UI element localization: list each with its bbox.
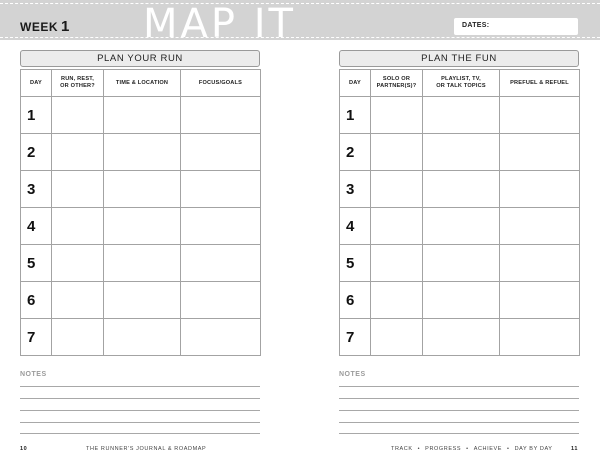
week-label-text: WEEK <box>20 20 58 34</box>
entry-cell[interactable] <box>181 282 261 319</box>
entry-cell[interactable] <box>52 319 104 356</box>
week-label <box>20 18 70 35</box>
entry-cell[interactable] <box>181 171 261 208</box>
entry-cell[interactable] <box>423 208 500 245</box>
entry-cell[interactable] <box>104 134 181 171</box>
entry-cell[interactable] <box>181 134 261 171</box>
entry-cell[interactable] <box>181 319 261 356</box>
book-title-footer: THE RUNNER'S JOURNAL & ROADMAP <box>86 446 207 452</box>
entry-cell[interactable] <box>500 97 580 134</box>
table-row <box>21 134 261 171</box>
entry-cell[interactable] <box>371 171 423 208</box>
table-row <box>340 134 580 171</box>
note-line[interactable] <box>339 410 579 411</box>
column-header-day: DAY <box>340 70 371 97</box>
entry-cell[interactable] <box>500 134 580 171</box>
entry-cell[interactable] <box>423 282 500 319</box>
entry-cell[interactable] <box>52 245 104 282</box>
dates-field[interactable] <box>454 18 578 35</box>
column-header-time-location: TIME & LOCATION <box>104 70 181 97</box>
day-number: 3 <box>21 171 52 208</box>
day-number: 5 <box>340 245 371 282</box>
tagline-item: TRACK <box>391 446 413 452</box>
table-row <box>340 319 580 356</box>
day-number: 2 <box>21 134 52 171</box>
entry-cell[interactable] <box>423 97 500 134</box>
entry-cell[interactable] <box>104 319 181 356</box>
plan-your-run-table <box>20 69 261 356</box>
right-page-number: 11 <box>571 446 579 452</box>
entry-cell[interactable] <box>52 134 104 171</box>
notes-label-right: NOTES <box>339 371 366 378</box>
entry-cell[interactable] <box>181 97 261 134</box>
table-header-row <box>340 70 580 97</box>
table-row <box>21 282 261 319</box>
table-row <box>340 282 580 319</box>
note-line[interactable] <box>20 386 260 387</box>
table-row <box>21 245 261 282</box>
entry-cell[interactable] <box>423 171 500 208</box>
day-number: 1 <box>21 97 52 134</box>
entry-cell[interactable] <box>371 97 423 134</box>
entry-cell[interactable] <box>104 97 181 134</box>
entry-cell[interactable] <box>181 208 261 245</box>
page-title: MAP IT <box>143 1 296 47</box>
plan-the-fun-rows <box>340 97 580 356</box>
day-number: 4 <box>340 208 371 245</box>
left-page-number: 10 <box>20 446 28 452</box>
entry-cell[interactable] <box>52 208 104 245</box>
plan-the-fun-table <box>339 69 580 356</box>
day-number: 1 <box>340 97 371 134</box>
day-number: 2 <box>340 134 371 171</box>
note-line[interactable] <box>20 410 260 411</box>
table-row <box>21 171 261 208</box>
column-header-playlist: PLAYLIST, TV, OR TALK TOPICS <box>423 70 500 97</box>
plan-your-run-title: PLAN YOUR RUN <box>20 50 260 67</box>
bullet-separator: • <box>417 446 421 452</box>
day-number: 6 <box>340 282 371 319</box>
entry-cell[interactable] <box>52 282 104 319</box>
column-header-prefuel-refuel: PREFUEL & REFUEL <box>500 70 580 97</box>
entry-cell[interactable] <box>371 208 423 245</box>
day-number: 4 <box>21 208 52 245</box>
day-number: 5 <box>21 245 52 282</box>
week-number: 1 <box>61 18 70 35</box>
table-row <box>21 97 261 134</box>
day-number: 3 <box>340 171 371 208</box>
notes-label-left: NOTES <box>20 371 47 378</box>
entry-cell[interactable] <box>104 171 181 208</box>
plan-your-run-rows <box>21 97 261 356</box>
note-line[interactable] <box>20 398 260 399</box>
entry-cell[interactable] <box>500 171 580 208</box>
entry-cell[interactable] <box>52 97 104 134</box>
column-header-focus-goals: FOCUS/GOALS <box>181 70 261 97</box>
column-header-run-rest: RUN, REST, OR OTHER? <box>52 70 104 97</box>
tagline-item: DAY BY DAY <box>514 446 553 452</box>
column-header-solo-partner: SOLO OR PARTNER(S)? <box>371 70 423 97</box>
entry-cell[interactable] <box>371 282 423 319</box>
column-header-day: DAY <box>21 70 52 97</box>
table-row <box>340 208 580 245</box>
entry-cell[interactable] <box>52 171 104 208</box>
tagline-item: PROGRESS <box>425 446 462 452</box>
tagline-footer <box>391 446 553 452</box>
entry-cell[interactable] <box>104 282 181 319</box>
table-row <box>21 208 261 245</box>
note-line[interactable] <box>339 422 579 423</box>
table-row <box>340 171 580 208</box>
entry-cell[interactable] <box>500 319 580 356</box>
note-line[interactable] <box>20 433 260 434</box>
entry-cell[interactable] <box>371 319 423 356</box>
bullet-separator: • <box>466 446 469 452</box>
entry-cell[interactable] <box>423 134 500 171</box>
page-header <box>0 0 600 47</box>
entry-cell[interactable] <box>104 208 181 245</box>
table-row <box>340 97 580 134</box>
entry-cell[interactable] <box>371 245 423 282</box>
day-number: 7 <box>340 319 371 356</box>
entry-cell[interactable] <box>104 245 181 282</box>
entry-cell[interactable] <box>181 245 261 282</box>
entry-cell[interactable] <box>371 134 423 171</box>
tagline-item: ACHIEVE <box>473 446 503 452</box>
table-header-row <box>21 70 261 97</box>
entry-cell[interactable] <box>423 319 500 356</box>
dates-label: DATES: <box>462 22 490 29</box>
entry-cell[interactable] <box>500 245 580 282</box>
entry-cell[interactable] <box>423 245 500 282</box>
header-dashed-line-bottom <box>0 37 600 38</box>
bullet-separator: • <box>507 446 510 452</box>
note-line[interactable] <box>339 398 579 399</box>
note-line[interactable] <box>20 422 260 423</box>
table-row <box>21 319 261 356</box>
table-row <box>340 245 580 282</box>
day-number: 6 <box>21 282 52 319</box>
plan-the-fun-title: PLAN THE FUN <box>339 50 579 67</box>
entry-cell[interactable] <box>500 282 580 319</box>
note-line[interactable] <box>339 386 579 387</box>
entry-cell[interactable] <box>500 208 580 245</box>
day-number: 7 <box>21 319 52 356</box>
note-line[interactable] <box>339 433 579 434</box>
header-dashed-line-top <box>0 3 600 4</box>
